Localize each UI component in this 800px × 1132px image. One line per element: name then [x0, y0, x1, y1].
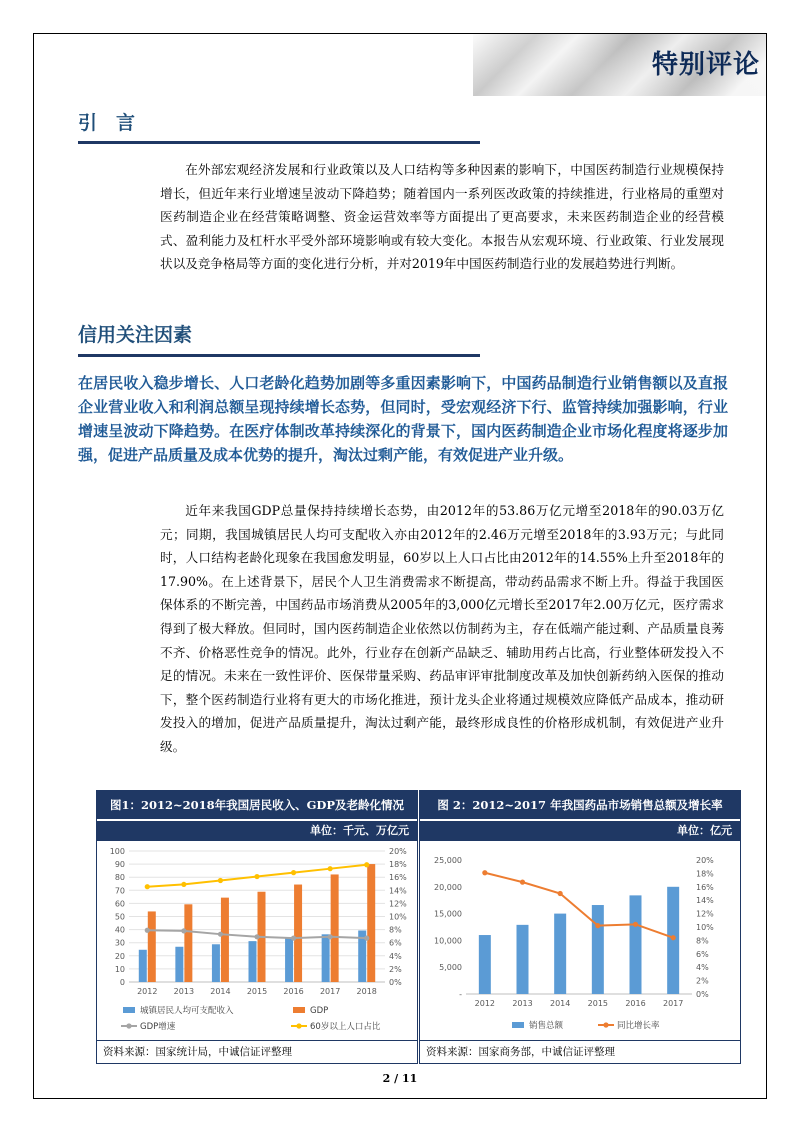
right-tick-label: 2%: [389, 964, 402, 974]
point-2012-series1: [482, 870, 487, 875]
bar-2012-series1: [148, 911, 156, 982]
left-tick-label: 20,000: [434, 882, 462, 892]
figure1-panel: [96, 790, 418, 1064]
left-tick-label: 15,000: [434, 909, 462, 919]
point-2012-series3: [145, 884, 150, 889]
right-tick-label: 10%: [389, 912, 407, 922]
left-tick-label: 60: [114, 899, 125, 909]
left-tick-label: 30: [114, 938, 125, 948]
point-2016-series2: [291, 936, 296, 941]
bar-2012-series0: [139, 950, 147, 982]
credit-body: 近年来我国GDP总量保持持续增长态势，由2012年的53.86万亿元增至2018年的90.03万亿元；同期，我国城镇居民人均可支配收入亦由2012年的2.46万元增至2018年的3.93万元；与此同时，人口结构老龄化现象在我国愈发明显，60岁以上人口占比由2012年的14.55%上升至2018年的17.90%。在上述背景下，居民个人卫生消费需求不断提高，带动药品需求不断上升。得益于我国医保体系的不断完善，中国药品市场消费从2005年的3,000亿元增长至2017年2.00万亿元，医疗需求得到了极大释放。但同时，国内医药制造企业依然以仿制药为主，存在低端产能过剩、产品质量良莠不齐、价格恶性竞争的情况。此外，行业存在创新产品缺乏、辅助用药占比高，行业整体研发投入不足的情况。未来在一致性评价、医保带量采购、药品审评审批制度改革及加快创新药纳入医保的推动下，整个医药制造行业将有更大的市场化推进，预计龙头企业将通过规模效应降低产品成本，推动研发投入的增加，促进产品质量提升，淘汰过剩产能，最终形成良性的价格形成机制，有效促进产业升级。: [160, 503, 724, 754]
right-tick-label: 20%: [696, 856, 714, 865]
credit-highlight: 在居民收入稳步增长、人口老龄化趋势加剧等多重因素影响下，中国药品制造行业销售额以及直报企业营业收入和利润总额呈现持续增长态势，但同时，受宏观经济下行、监管持续加强影响，行业增速呈波动下降趋势。在医疗体制改革持续深化的背景下，国内医药制造企业市场化程度将逐步加强，促进产品质量及成本优势的提升，淘汰过剩产能，有效促进产业升级。: [78, 374, 728, 464]
page-number: 2 / 11: [382, 1072, 418, 1085]
bar-2013-series1: [184, 904, 192, 982]
point-2013-series3: [181, 882, 186, 887]
legend-marker: [603, 1022, 608, 1027]
x-tick-label: 2016: [283, 987, 304, 996]
point-2018-series3: [364, 862, 369, 867]
bar-2015-series0: [592, 905, 604, 994]
bar-2012-series0: [479, 935, 491, 994]
figure2-chart: [420, 841, 740, 1041]
bar-2015-series0: [249, 941, 257, 982]
right-tick-label: 2%: [696, 976, 709, 986]
point-2016-series1: [633, 922, 638, 927]
left-tick-label: 40: [114, 925, 125, 935]
right-tick-label: 8%: [389, 925, 402, 935]
right-tick-label: 10%: [696, 923, 714, 932]
figure2-title: 图 2：2012~2017 年我国药品市场销售总额及增长率: [420, 791, 740, 821]
legend-swatch: [123, 1007, 135, 1013]
point-2014-series1: [558, 891, 563, 896]
x-tick-label: 2014: [210, 987, 231, 996]
left-tick-label: 10,000: [434, 936, 462, 946]
figure2-source: 资料来源：国家商务部，中诚信证评整理: [420, 1040, 740, 1063]
right-tick-label: 6%: [389, 938, 402, 948]
point-2014-series2: [218, 932, 223, 937]
right-tick-label: 0%: [696, 990, 709, 999]
left-tick-label: -: [459, 990, 462, 999]
right-tick-label: 4%: [389, 951, 402, 961]
bar-2014-series1: [221, 898, 229, 982]
figure1-unit: 单位：千元、万亿元: [97, 821, 417, 841]
legend-swatch: [512, 1022, 524, 1028]
legend-swatch: [293, 1007, 305, 1013]
right-tick-label: 18%: [696, 869, 714, 879]
point-2018-series2: [364, 936, 369, 941]
bar-2016-series0: [630, 895, 642, 994]
left-tick-label: 10: [114, 964, 125, 974]
x-tick-label: 2013: [512, 999, 533, 1008]
bar-2014-series0: [554, 914, 566, 994]
point-2014-series3: [218, 878, 223, 883]
intro-heading: 引 言: [78, 112, 136, 134]
right-tick-label: 12%: [696, 909, 714, 919]
point-2015-series2: [254, 934, 259, 939]
bar-2016-series0: [285, 938, 293, 982]
right-tick-label: 4%: [696, 963, 709, 973]
point-2015-series1: [595, 923, 600, 928]
right-tick-label: 18%: [389, 860, 407, 870]
bar-2017-series0: [667, 887, 679, 994]
right-tick-label: 0%: [389, 978, 402, 987]
bar-2013-series0: [175, 947, 183, 982]
x-tick-label: 2017: [319, 987, 341, 996]
x-tick-label: 2013: [173, 987, 195, 996]
legend-label: 同比增长率: [617, 1021, 660, 1031]
x-tick-label: 2018: [356, 987, 377, 996]
right-tick-label: 20%: [389, 847, 407, 856]
intro-paragraph: 在外部宏观经济发展和行业政策以及人口结构等多种因素的影响下，中国医药制造行业规模保持增长，但近年来行业增速呈波动下降趋势；随着国内一系列医改政策的持续推进，行业格局的重塑对医药制造企业在经营策略调整、资金运营效率等方面提出了更高要求，未来医药制造企业的经营模式、盈利能力及杠杆水平受外部环境影响或有较大变化。本报告从宏观环境、行业政策、行业发展现状以及竞争格局等方面的变化进行分析，并对2019年中国医药制造行业的发展趋势进行判断。: [160, 162, 724, 272]
bar-2018-series1: [367, 864, 375, 982]
figure2-unit: 单位：亿元: [420, 821, 740, 841]
point-2013-series1: [520, 880, 525, 885]
legend-label: 城镇居民人均可支配收入: [140, 1006, 234, 1016]
legend-marker: [296, 1023, 301, 1028]
x-tick-label: 2015: [587, 999, 609, 1008]
x-tick-label: 2017: [662, 999, 684, 1008]
figure1-title: 图1：2012~2018年我国居民收入、GDP及老龄化情况: [97, 791, 417, 821]
left-tick-label: 0: [119, 978, 125, 987]
point-2017-series2: [328, 934, 333, 939]
figure1-source: 资料来源：国家统计局，中诚信证评整理: [97, 1040, 417, 1063]
right-tick-label: 8%: [696, 936, 709, 946]
left-tick-label: 80: [114, 873, 125, 883]
right-tick-label: 14%: [389, 886, 407, 896]
point-2016-series3: [291, 870, 296, 875]
left-tick-label: 100: [109, 847, 125, 856]
right-tick-label: 6%: [696, 949, 709, 959]
x-tick-label: 2014: [549, 999, 571, 1008]
bar-2017-series1: [331, 874, 339, 982]
line-series1: [485, 873, 673, 938]
legend-label: 销售总额: [529, 1021, 564, 1031]
left-tick-label: 5,000: [439, 963, 462, 973]
x-tick-label: 2012: [474, 999, 496, 1008]
point-2013-series2: [181, 928, 186, 933]
point-2017-series1: [671, 935, 676, 940]
x-tick-label: 2012: [137, 987, 158, 996]
credit-heading: 信用关注因素: [78, 324, 193, 346]
legend-label: GDP增速: [140, 1022, 176, 1032]
bar-2016-series1: [294, 885, 302, 982]
credit-rule: [78, 354, 480, 357]
x-tick-label: 2016: [625, 999, 646, 1008]
bar-2014-series0: [212, 944, 220, 982]
bar-2017-series0: [322, 934, 330, 982]
point-2015-series3: [254, 874, 259, 879]
right-tick-label: 14%: [696, 896, 714, 906]
point-2012-series2: [145, 928, 150, 933]
intro-rule: [78, 141, 480, 144]
figure1-chart: [97, 841, 417, 1041]
left-tick-label: 90: [114, 860, 125, 870]
legend-label: 60岁以上人口占比: [310, 1022, 381, 1032]
figure2-panel: [419, 790, 741, 1064]
x-tick-label: 2015: [246, 987, 268, 996]
header-title: 特别评论: [651, 50, 760, 80]
left-tick-label: 25,000: [434, 856, 462, 865]
left-tick-label: 20: [114, 951, 125, 961]
point-2017-series3: [328, 866, 333, 871]
bar-2013-series0: [517, 925, 529, 994]
legend-label: GDP: [310, 1006, 329, 1016]
left-tick-label: 70: [114, 886, 125, 896]
legend-marker: [126, 1023, 131, 1028]
right-tick-label: 16%: [696, 882, 714, 892]
right-tick-label: 12%: [389, 899, 407, 909]
left-tick-label: 50: [114, 912, 125, 922]
right-tick-label: 16%: [389, 873, 407, 883]
